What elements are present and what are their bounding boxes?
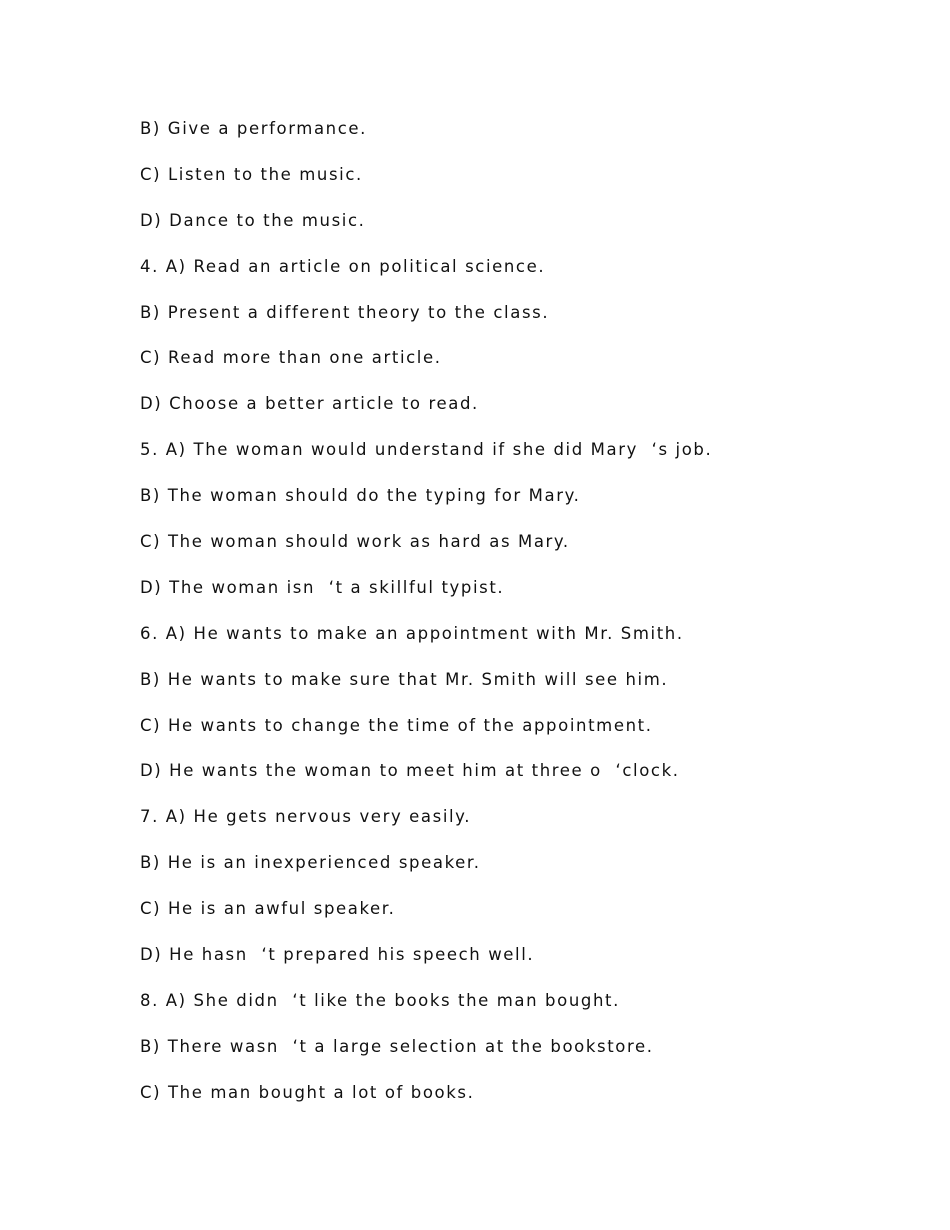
option-line: D) Choose a better article to read. [140, 394, 479, 414]
option-line: B) He is an inexperienced speaker. [140, 853, 481, 873]
option-line: B) Present a different theory to the class. [140, 302, 550, 322]
option-line: C) Listen to the music. [140, 164, 363, 184]
option-line: C) The man bought a lot of books. [140, 1082, 475, 1102]
option-line: D) The woman isn ‘t a skillful typist. [140, 577, 505, 597]
question-line: 8. A) She didn ‘t like the books the man bought. [140, 990, 620, 1010]
option-line: B) There wasn ‘t a large selection at the bookstore. [140, 1036, 654, 1056]
option-line: C) He is an awful speaker. [140, 899, 396, 919]
option-line: B) The woman should do the typing for Mary. [140, 486, 581, 506]
option-line: D) He hasn ‘t prepared his speech well. [140, 945, 535, 965]
question-line: 4. A) Read an article on political science. [140, 256, 546, 276]
option-line: C) The woman should work as hard as Mary. [140, 532, 570, 552]
option-line: D) Dance to the music. [140, 210, 366, 230]
answer-options-list [140, 117, 900, 1127]
question-line: 5. A) The woman would understand if she did Mary ‘s job. [140, 440, 713, 460]
option-line: B) He wants to make sure that Mr. Smith will see him. [140, 669, 669, 689]
option-line: C) He wants to change the time of the appointment. [140, 715, 653, 735]
option-line: B) Give a performance. [140, 119, 368, 138]
option-line: D) He wants the woman to meet him at three o ‘clock. [140, 761, 680, 781]
option-line: C) Read more than one article. [140, 348, 442, 368]
question-line: 7. A) He gets nervous very easily. [140, 807, 472, 827]
question-line: 6. A) He wants to make an appointment with Mr. Smith. [140, 623, 684, 643]
